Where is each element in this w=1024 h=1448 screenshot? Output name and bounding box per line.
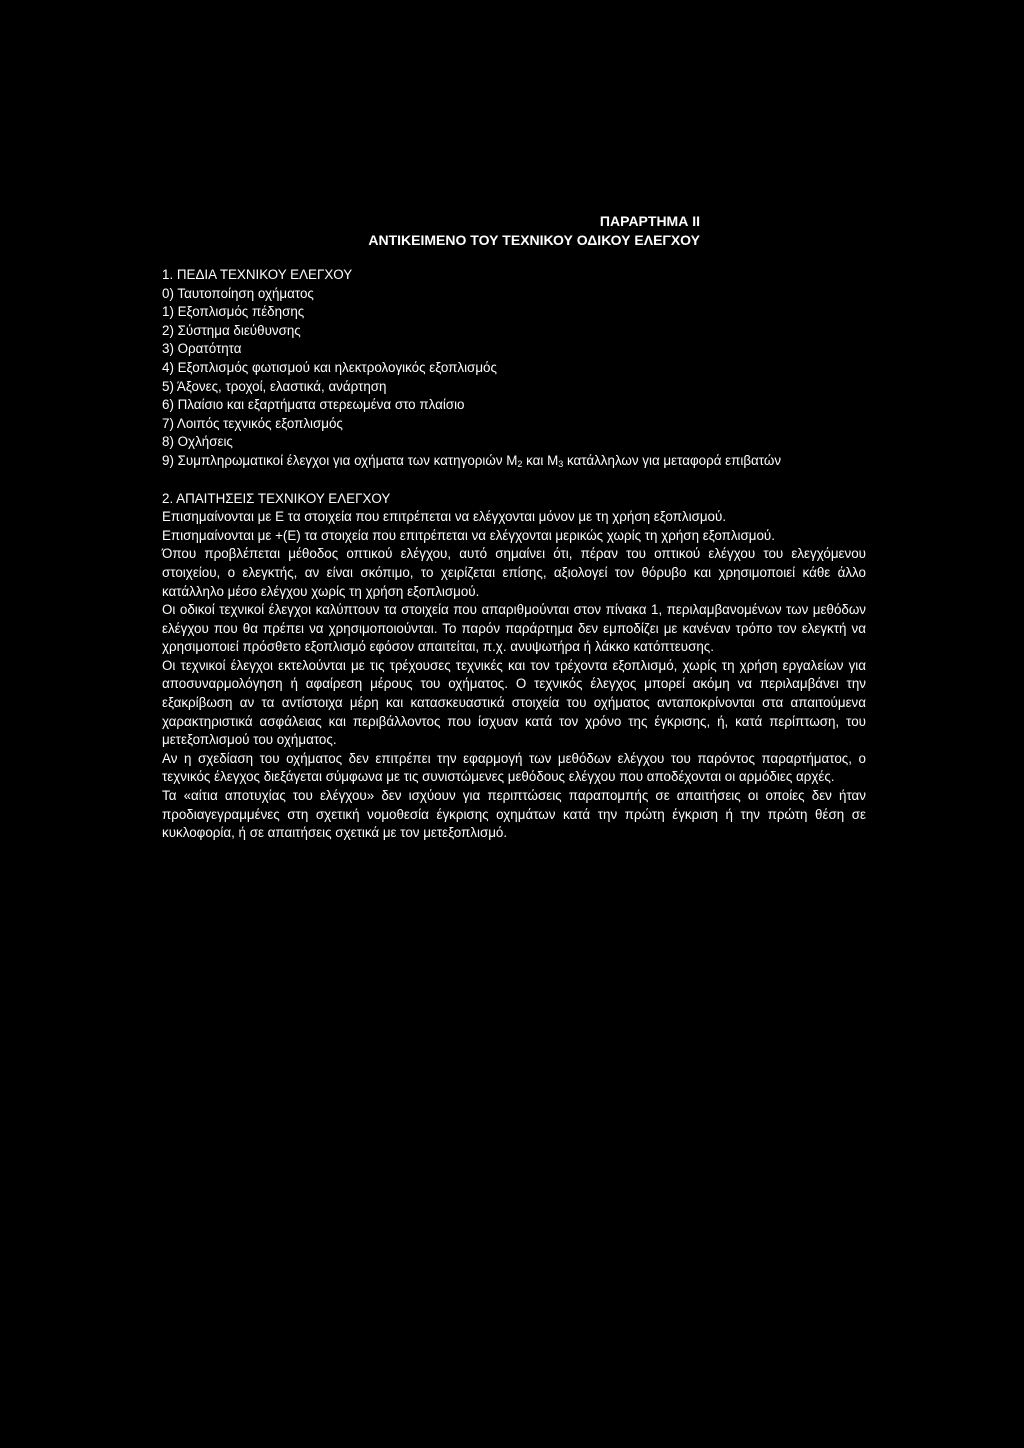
list-item: 3) Ορατότητα [162,341,242,357]
annex-title: ΠΑΡΑΡΤΗΜΑ ΙΙ [599,213,700,229]
annex-header [162,212,700,249]
paragraph: Επισημαίνονται με +(E) τα στοιχεία που επιτρέπεται να ελέγχονται μερικώς χωρίς τη χρήση εξοπλισμού. [162,527,775,543]
list-item: 6) Πλαίσιο και εξαρτήματα στερεωμένα στο πλαίσιο [162,397,465,413]
list-item: 5) Άξονες, τροχοί, ελαστικά, ανάρτηση [162,378,387,394]
paragraph: Αν η σχεδίαση του οχήματος δεν επιτρέπει την εφαρμογή των μεθόδων ελέγχου του παρόντος παραρτήματος, ο τεχνικός έλεγχος διεξάγεται σύμφωνα με τις συνιστώμενες μεθόδους ελέγχου που αποδέχονται οι αρμόδιες αρχές. [162,750,866,785]
section-1-heading: 1. ΠΕΔΙΑ ΤΕΧΝΙΚΟΥ ΕΛΕΓΧΟΥ [162,267,353,282]
paragraph: Επισημαίνονται με E τα στοιχεία που επιτρέπεται να ελέγχονται μόνον με τη χρήση εξοπλισμού. [162,509,727,525]
list-item: 4) Εξοπλισμός φωτισμού και ηλεκτρολογικός εξοπλισμός [162,359,497,375]
section-spacer [162,471,866,490]
list-item: 0) Ταυτοποίηση οχήματος [162,285,314,301]
paragraph: Τα «αίτια αποτυχίας του ελέγχου» δεν ισχύουν για περιπτώσεις παραπομπής σε απαιτήσεις οι οποίες δεν ήταν προδιαγεγραμμένες στη σχετική νομοθεσία έγκρισης οχημάτων κατά την πρώτη έγκριση ή την πρώτη θέση σε κυκλοφορία, ή σε απαιτήσεις σχετικά με τον μετεξοπλισμό. [162,788,866,841]
list-item: 2) Σύστημα διεύθυνσης [162,322,301,338]
document-body [162,266,866,843]
list-item: 1) Εξοπλισμός πέδησης [162,304,305,320]
list-item: 8) Οχλήσεις [162,434,233,450]
section-2-heading: 2. ΑΠΑΙΤΗΣΕΙΣ ΤΕΧΝΙΚΟΥ ΕΛΕΓΧΟΥ [162,490,391,506]
paragraph: Όπου προβλέπεται μέθοδος οπτικού ελέγχου, αυτό σημαίνει ότι, πέραν του οπτικού ελέγχου του ελεγχόμενου στοιχείου, ο ελεγκτής, αν είναι σκόπιμο, το χειρίζεται επίσης, αξιολογεί τον θόρυβο και χρησιμοποιεί κάθε άλλο κατάλληλο μέσο ελέγχου χωρίς τη χρήση εξοπλισμού. [162,546,866,599]
paragraph: Οι τεχνικοί έλεγχοι εκτελούνται με τις τρέχουσες τεχνικές και τον τρέχοντα εξοπλισμό, χωρίς τη χρήση εργαλείων για αποσυναρμολόγηση ή αφαίρεση μέρους του οχήματος. Ο τεχνικός έλεγχος μπορεί ακόμη να περιλαμβάνει την εξακρίβωση αν τα αντίστοιχα μέρη και κατασκευαστικά στοιχεία του οχήματος ανταποκρίνονται στα απαιτούμενα χαρακτηριστικά ασφάλειας και περιβάλλοντος που ίσχυαν κατά τον χρόνο της έγκρισης, ή, κατά περίπτωση, του μετεξοπλισμού του οχήματος. [162,657,866,748]
list-item-9: 9) Συμπληρωματικοί έλεγχοι για οχήματα των κατηγοριών $M_2$ και $M_3$ κατάλληλων για μεταφορά επιβατών [162,452,782,469]
annex-subtitle: ΑΝΤΙΚΕΙΜΕΝΟ ΤΟΥ ΤΕΧΝΙΚΟΥ ΟΔΙΚΟΥ ΕΛΕΓΧΟΥ [368,231,700,248]
paragraph: Οι οδικοί τεχνικοί έλεγχοι καλύπτουν τα στοιχεία που απαριθμούνται στον πίνακα 1, περιλαμβανομένων των μεθόδων ελέγχου που θα πρέπει να χρησιμοποιούνται. Το παρόν παράρτημα δεν εμποδίζει με κανέναν τρόπο τον ελεγκτή να χρησιμοποιεί πρόσθετο εξοπλισμό εφόσον απαιτείται, π.χ. ανυψωτήρα ή λάκκο κατόπτευσης. [162,602,866,655]
list-item: 7) Λοιπός τεχνικός εξοπλισμός [162,415,343,431]
